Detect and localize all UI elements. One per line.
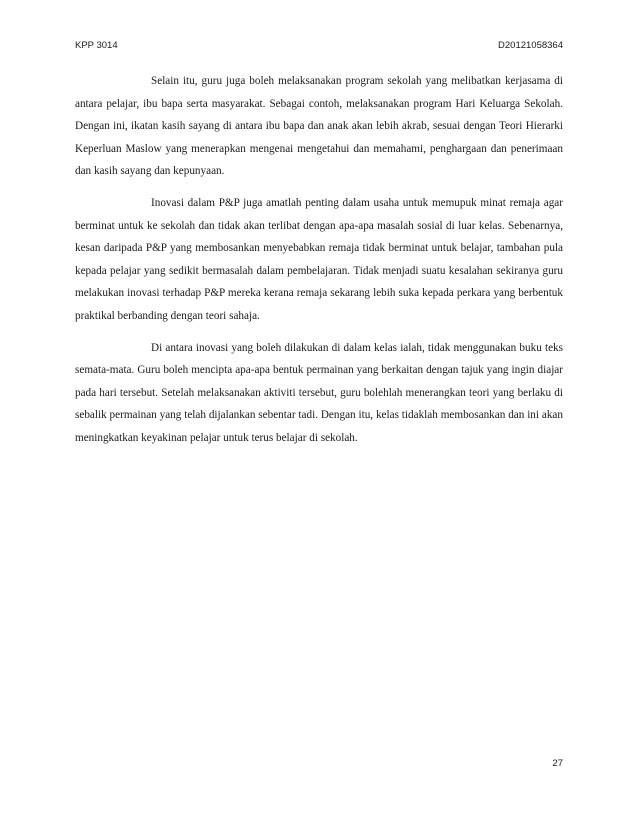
course-code: KPP 3014 <box>75 40 118 51</box>
page-header <box>75 40 563 54</box>
document-body <box>75 70 563 459</box>
paragraph-3: Di antara inovasi yang boleh dilakukan di dalam kelas ialah, tidak menggunakan buku teks semata-mata. Guru boleh mencipta apa-apa bentuk permainan yang berkaitan dengan tajuk yang ingin diajar pada hari tersebut. Setelah melaksanakan aktiviti tersebut, guru bolehlah menerangkan teori yang berlaku di sebalik permainan yang telah dijalankan sebentar tadi. Dengan itu, kelas tidaklah membosankan dan ini akan meningkatkan keyakinan pelajar untuk terus belajar di sekolah. <box>75 341 563 444</box>
paragraph-1: Selain itu, guru juga boleh melaksanakan program sekolah yang melibatkan kerjasama di antara pelajar, ibu bapa serta masyarakat. Sebagai contoh, melaksanakan program Hari Keluarga Sekolah. Dengan ini, ikatan kasih sayang di antara ibu bapa dan anak akan lebih akrab, sesuai dengan Teori Hierarki Keperluan Maslow yang menerapkan mengenai mengetahui dan memahami, penghargaan dan penerimaan dan kasih sayang dan kepunyaan. <box>75 75 563 178</box>
paragraph-2: Inovasi dalam P&P juga amatlah penting dalam usaha untuk memupuk minat remaja agar berminat untuk ke sekolah dan tidak akan terlibat dengan apa-apa masalah sosial di luar kelas. Sebenarnya, kesan daripada P&P yang membosankan menyebabkan remaja tidak berminat untuk belajar, tambahan pula kepada pelajar yang sedikit bermasalah dalam pembelajaran. Tidak menjadi suatu kesalahan sekiranya guru melakukan inovasi terhadap P&P mereka kerana remaja sekarang lebih suka kepada perkara yang berbentuk praktikal berbanding dengan teori sahaja. <box>75 196 563 322</box>
student-id: D20121058364 <box>498 40 563 51</box>
page-number: 27 <box>552 758 563 769</box>
